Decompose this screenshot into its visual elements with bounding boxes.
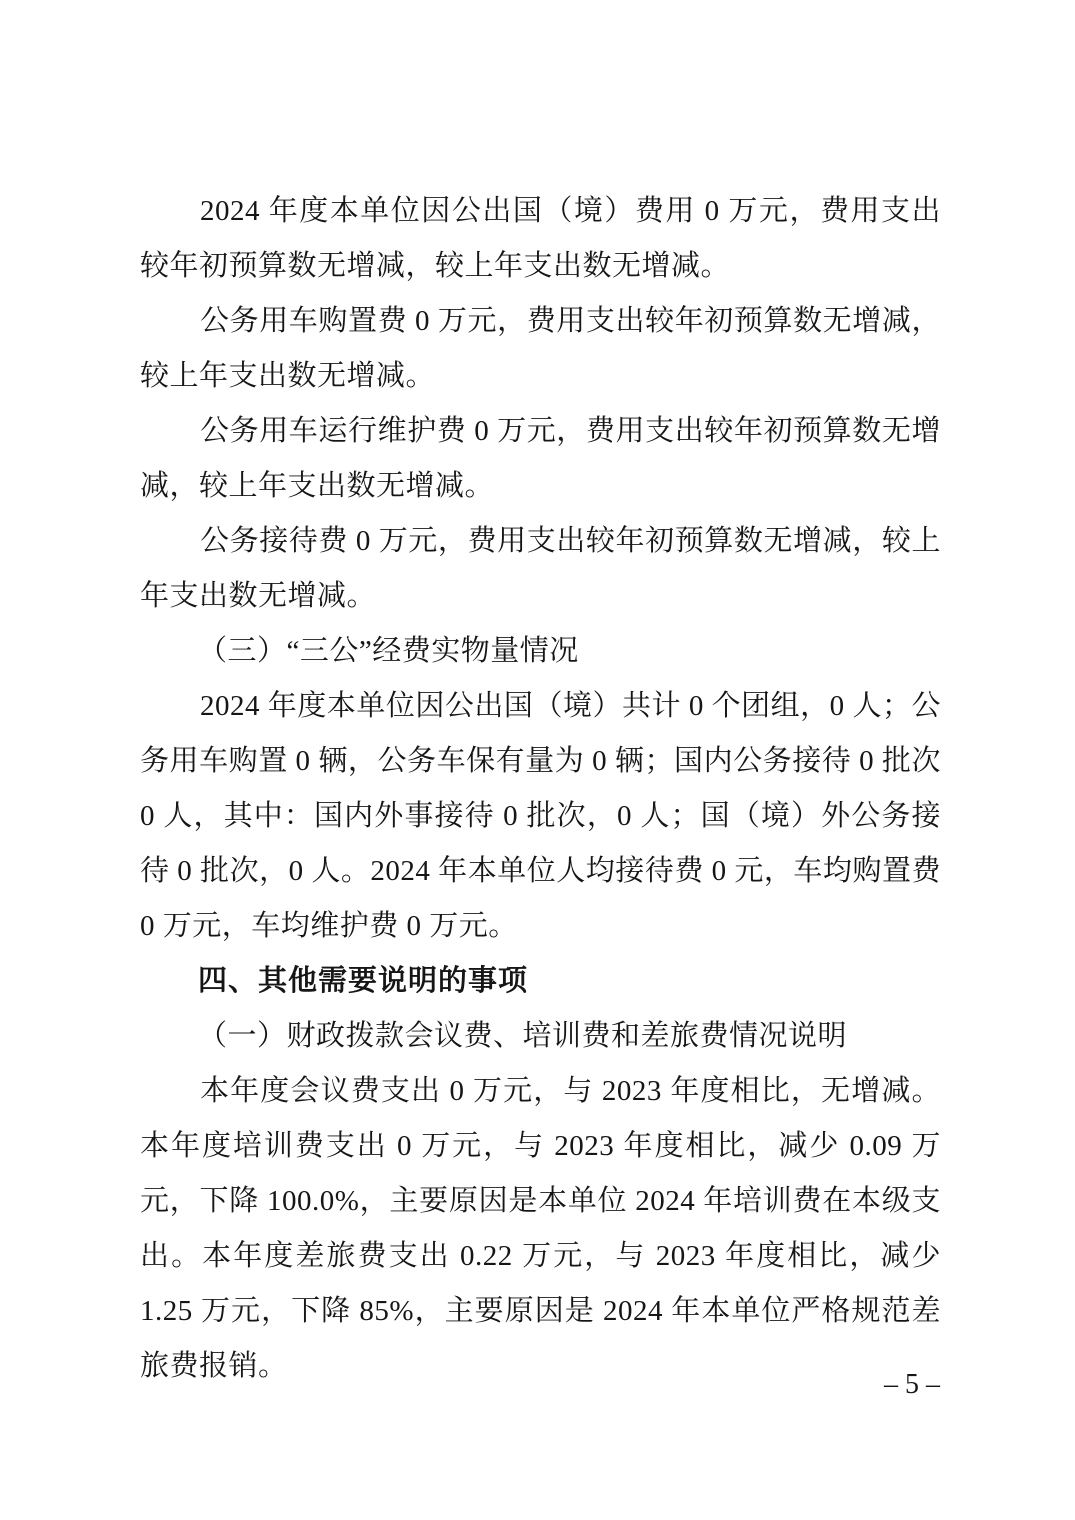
paragraph-quantity-details: 2024 年度本单位因公出国（境）共计 0 个团组，0 人；公务用车购置 0 辆，公务车保有量为 0 辆；国内公务接待 0 批次 0 人，其中：国内外事接待 0 批次，0 人；国（境）外公务接待 0 批次，0 人。2024 年本单位人均接待费 0 元，车均购置费 0 万元，车均维护费 0 万元。 xyxy=(140,690,941,942)
page-number: – 5 – xyxy=(884,1369,940,1400)
paragraph-meeting-training-travel-details: 本年度会议费支出 0 万元，与 2023 年度相比，无增减。本年度培训费支出 0 万元，与 2023 年度相比，减少 0.09 万元，下降 100.0%，主要原因是本单位 2024 年培训费在本级支出。本年度差旅费支出 0.22 万元，与 2023 年度相比，减少 1.25 万元，下降 85%，主要原因是 2024 年本单位严格规范差旅费报销。 xyxy=(140,1075,941,1382)
section-heading-other-matters: 四、其他需要说明的事项 xyxy=(198,965,529,997)
paragraph-official-reception-expense: 公务接待费 0 万元，费用支出较年初预算数无增减，较上年支出数无增减。 xyxy=(140,525,941,612)
document-content xyxy=(140,184,941,1394)
page-footer xyxy=(884,1365,940,1405)
paragraph-abroad-expense: 2024 年度本单位因公出国（境）费用 0 万元，费用支出较年初预算数无增减，较上年支出数无增减。 xyxy=(140,195,941,282)
paragraph-vehicle-maintenance-expense: 公务用车运行维护费 0 万元，费用支出较年初预算数无增减，较上年支出数无增减。 xyxy=(140,415,941,502)
section-heading-meeting-training-travel: （一）财政拨款会议费、培训费和差旅费情况说明 xyxy=(198,1020,848,1052)
section-heading-three-public-expenses-quantity: （三）“三公”经费实物量情况 xyxy=(198,635,579,667)
paragraph-vehicle-purchase-expense: 公务用车购置费 0 万元，费用支出较年初预算数无增减，较上年支出数无增减。 xyxy=(140,305,941,392)
